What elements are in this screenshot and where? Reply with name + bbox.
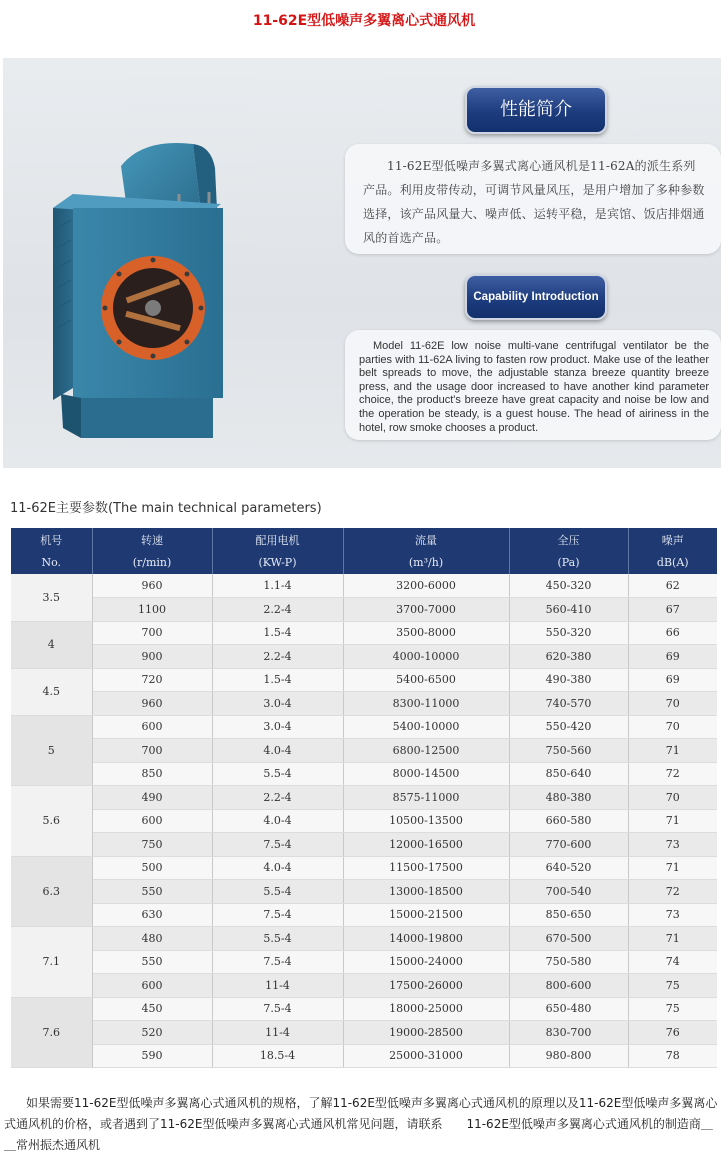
speed-cell: 590 (92, 1044, 212, 1068)
speed-cell: 600 (92, 715, 212, 739)
flow-cell: 11500-17500 (343, 856, 509, 880)
motor-cell: 1.5-4 (212, 668, 343, 692)
flow-cell: 3500-8000 (343, 621, 509, 645)
pressure-cell: 740-570 (509, 692, 628, 716)
speed-cell: 600 (92, 809, 212, 833)
pressure-cell: 450-320 (509, 574, 628, 598)
flow-cell: 4000-10000 (343, 645, 509, 669)
noise-cell: 71 (628, 739, 717, 763)
noise-cell: 71 (628, 809, 717, 833)
pressure-cell: 850-650 (509, 903, 628, 927)
intro-heading-en: Capability Introduction (465, 274, 607, 320)
speed-cell: 720 (92, 668, 212, 692)
noise-cell: 71 (628, 927, 717, 951)
speed-cell: 700 (92, 739, 212, 763)
model-number-cell: 7.6 (11, 997, 92, 1068)
pressure-cell: 700-540 (509, 880, 628, 904)
motor-cell: 7.5-4 (212, 997, 343, 1021)
motor-cell: 4.0-4 (212, 809, 343, 833)
motor-cell: 5.5-4 (212, 927, 343, 951)
motor-cell: 7.5-4 (212, 903, 343, 927)
model-number-cell: 7.1 (11, 927, 92, 998)
product-banner (3, 58, 721, 468)
speed-cell: 500 (92, 856, 212, 880)
speed-cell: 550 (92, 950, 212, 974)
table-row (11, 997, 717, 1021)
intro-text-en: Model 11-62E low noise multi-vane centrifugal ventilator be the parties with 11-62A living to fasten row product. Make use of the leather belt spreads to move, the adjustable stanza breeze quantity breeze press, and the usage door increased to have another kind parameter choice, the product's breeze have great capacity and noise be low and the operation be steady, is a guest house. The head of airiness in the hotel, row smoke chooses a product. (345, 330, 721, 440)
noise-cell: 73 (628, 903, 717, 927)
motor-cell: 4.0-4 (212, 856, 343, 880)
speed-cell: 600 (92, 974, 212, 998)
table-row (11, 809, 717, 833)
noise-cell: 73 (628, 833, 717, 857)
pressure-cell: 830-700 (509, 1021, 628, 1045)
pressure-cell: 640-520 (509, 856, 628, 880)
noise-cell: 75 (628, 974, 717, 998)
col-header-unit: (Pa) (509, 551, 628, 574)
table-row (11, 598, 717, 622)
table-row (11, 856, 717, 880)
noise-cell: 69 (628, 668, 717, 692)
model-number-cell: 6.3 (11, 856, 92, 927)
flow-cell: 3700-7000 (343, 598, 509, 622)
motor-cell: 2.2-4 (212, 786, 343, 810)
speed-cell: 960 (92, 692, 212, 716)
table-row (11, 668, 717, 692)
table-row (11, 786, 717, 810)
noise-cell: 67 (628, 598, 717, 622)
pressure-cell: 800-600 (509, 974, 628, 998)
speed-cell: 1100 (92, 598, 212, 622)
model-number-cell: 5 (11, 715, 92, 786)
col-header-cn: 转速 (92, 528, 212, 551)
speed-cell: 750 (92, 833, 212, 857)
pressure-cell: 550-320 (509, 621, 628, 645)
speed-cell: 490 (92, 786, 212, 810)
parameters-table-body (11, 574, 717, 1068)
noise-cell: 66 (628, 621, 717, 645)
col-header-cn: 流量 (343, 528, 509, 551)
table-row (11, 880, 717, 904)
motor-cell: 2.2-4 (212, 598, 343, 622)
table-row (11, 715, 717, 739)
flow-cell: 15000-21500 (343, 903, 509, 927)
speed-cell: 700 (92, 621, 212, 645)
table-row (11, 574, 717, 598)
motor-cell: 1.5-4 (212, 621, 343, 645)
noise-cell: 70 (628, 715, 717, 739)
pressure-cell: 660-580 (509, 809, 628, 833)
pressure-cell: 650-480 (509, 997, 628, 1021)
table-row (11, 1044, 717, 1068)
motor-cell: 11-4 (212, 974, 343, 998)
col-header-cn: 噪声 (628, 528, 717, 551)
flow-cell: 5400-6500 (343, 668, 509, 692)
speed-cell: 960 (92, 574, 212, 598)
table-row (11, 974, 717, 998)
noise-cell: 78 (628, 1044, 717, 1068)
col-header-cn: 配用电机 (212, 528, 343, 551)
motor-cell: 7.5-4 (212, 950, 343, 974)
col-header-unit: (r/min) (92, 551, 212, 574)
model-number-cell: 4 (11, 621, 92, 668)
pressure-cell: 490-380 (509, 668, 628, 692)
flow-cell: 3200-6000 (343, 574, 509, 598)
table-row (11, 739, 717, 763)
noise-cell: 70 (628, 692, 717, 716)
table-row (11, 950, 717, 974)
flow-cell: 8300-11000 (343, 692, 509, 716)
motor-cell: 1.1-4 (212, 574, 343, 598)
parameters-table (11, 528, 717, 1068)
pressure-cell: 750-580 (509, 950, 628, 974)
noise-cell: 75 (628, 997, 717, 1021)
noise-cell: 74 (628, 950, 717, 974)
col-header-cn: 全压 (509, 528, 628, 551)
pressure-cell: 480-380 (509, 786, 628, 810)
flow-cell: 6800-12500 (343, 739, 509, 763)
pressure-cell: 670-500 (509, 927, 628, 951)
footer-text: 如果需要11-62E型低噪声多翼离心式通风机的规格，了解11-62E型低噪声多翼离心式通风机的原理以及11-62E型低噪声多翼离心式通风机的价格，或者遇到了11-62E型低噪声多翼离心式通风机常见问题，请联系 11-62E型低噪声多翼离心式通风机的制造商＿＿常州振杰通风机 (4, 1096, 718, 1152)
motor-cell: 2.2-4 (212, 645, 343, 669)
pressure-cell: 750-560 (509, 739, 628, 763)
table-row (11, 833, 717, 857)
params-heading: 11-62E主要参数(The main technical parameters) (10, 501, 322, 516)
flow-cell: 19000-28500 (343, 1021, 509, 1045)
speed-cell: 550 (92, 880, 212, 904)
intro-heading-cn: 性能简介 (465, 86, 607, 134)
table-row (11, 927, 717, 951)
pressure-cell: 560-410 (509, 598, 628, 622)
table-row (11, 1021, 717, 1045)
col-header-cn: 机号 (11, 528, 92, 551)
speed-cell: 450 (92, 997, 212, 1021)
flow-cell: 18000-25000 (343, 997, 509, 1021)
col-header-unit: (KW-P) (212, 551, 343, 574)
page-title: 11-62E型低噪声多翼离心式通风机 (252, 13, 476, 29)
motor-cell: 7.5-4 (212, 833, 343, 857)
model-number-cell: 3.5 (11, 574, 92, 621)
table-row (11, 692, 717, 716)
pressure-cell: 980-800 (509, 1044, 628, 1068)
table-row (11, 621, 717, 645)
noise-cell: 72 (628, 880, 717, 904)
motor-cell: 5.5-4 (212, 762, 343, 786)
flow-cell: 25000-31000 (343, 1044, 509, 1068)
pressure-cell: 850-640 (509, 762, 628, 786)
flow-cell: 15000-24000 (343, 950, 509, 974)
speed-cell: 480 (92, 927, 212, 951)
fan-product-image (33, 138, 283, 468)
model-number-cell: 4.5 (11, 668, 92, 715)
col-header-unit: No. (11, 551, 92, 574)
noise-cell: 70 (628, 786, 717, 810)
motor-cell: 3.0-4 (212, 692, 343, 716)
speed-cell: 520 (92, 1021, 212, 1045)
noise-cell: 62 (628, 574, 717, 598)
speed-cell: 850 (92, 762, 212, 786)
pressure-cell: 770-600 (509, 833, 628, 857)
flow-cell: 13000-18500 (343, 880, 509, 904)
model-number-cell: 5.6 (11, 786, 92, 857)
motor-cell: 3.0-4 (212, 715, 343, 739)
flow-cell: 8575-11000 (343, 786, 509, 810)
noise-cell: 71 (628, 856, 717, 880)
noise-cell: 76 (628, 1021, 717, 1045)
speed-cell: 900 (92, 645, 212, 669)
speed-cell: 630 (92, 903, 212, 927)
motor-cell: 4.0-4 (212, 739, 343, 763)
flow-cell: 14000-19800 (343, 927, 509, 951)
motor-cell: 18.5-4 (212, 1044, 343, 1068)
table-row (11, 762, 717, 786)
motor-cell: 11-4 (212, 1021, 343, 1045)
col-header-unit: dB(A) (628, 551, 717, 574)
pressure-cell: 550-420 (509, 715, 628, 739)
flow-cell: 8000-14500 (343, 762, 509, 786)
table-row (11, 903, 717, 927)
col-header-unit: (m³/h) (343, 551, 509, 574)
flow-cell: 5400-10000 (343, 715, 509, 739)
table-row (11, 645, 717, 669)
noise-cell: 72 (628, 762, 717, 786)
noise-cell: 69 (628, 645, 717, 669)
flow-cell: 12000-16500 (343, 833, 509, 857)
motor-cell: 5.5-4 (212, 880, 343, 904)
flow-cell: 10500-13500 (343, 809, 509, 833)
flow-cell: 17500-26000 (343, 974, 509, 998)
pressure-cell: 620-380 (509, 645, 628, 669)
intro-text-cn: 11-62E型低噪声多翼式离心通风机是11-62A的派生系列产品。利用皮带传动，可调节风量风压，是用户增加了多种参数选择，该产品风量大、噪声低、运转平稳，是宾馆、饭店排烟通风的首选产品。 (345, 144, 721, 254)
